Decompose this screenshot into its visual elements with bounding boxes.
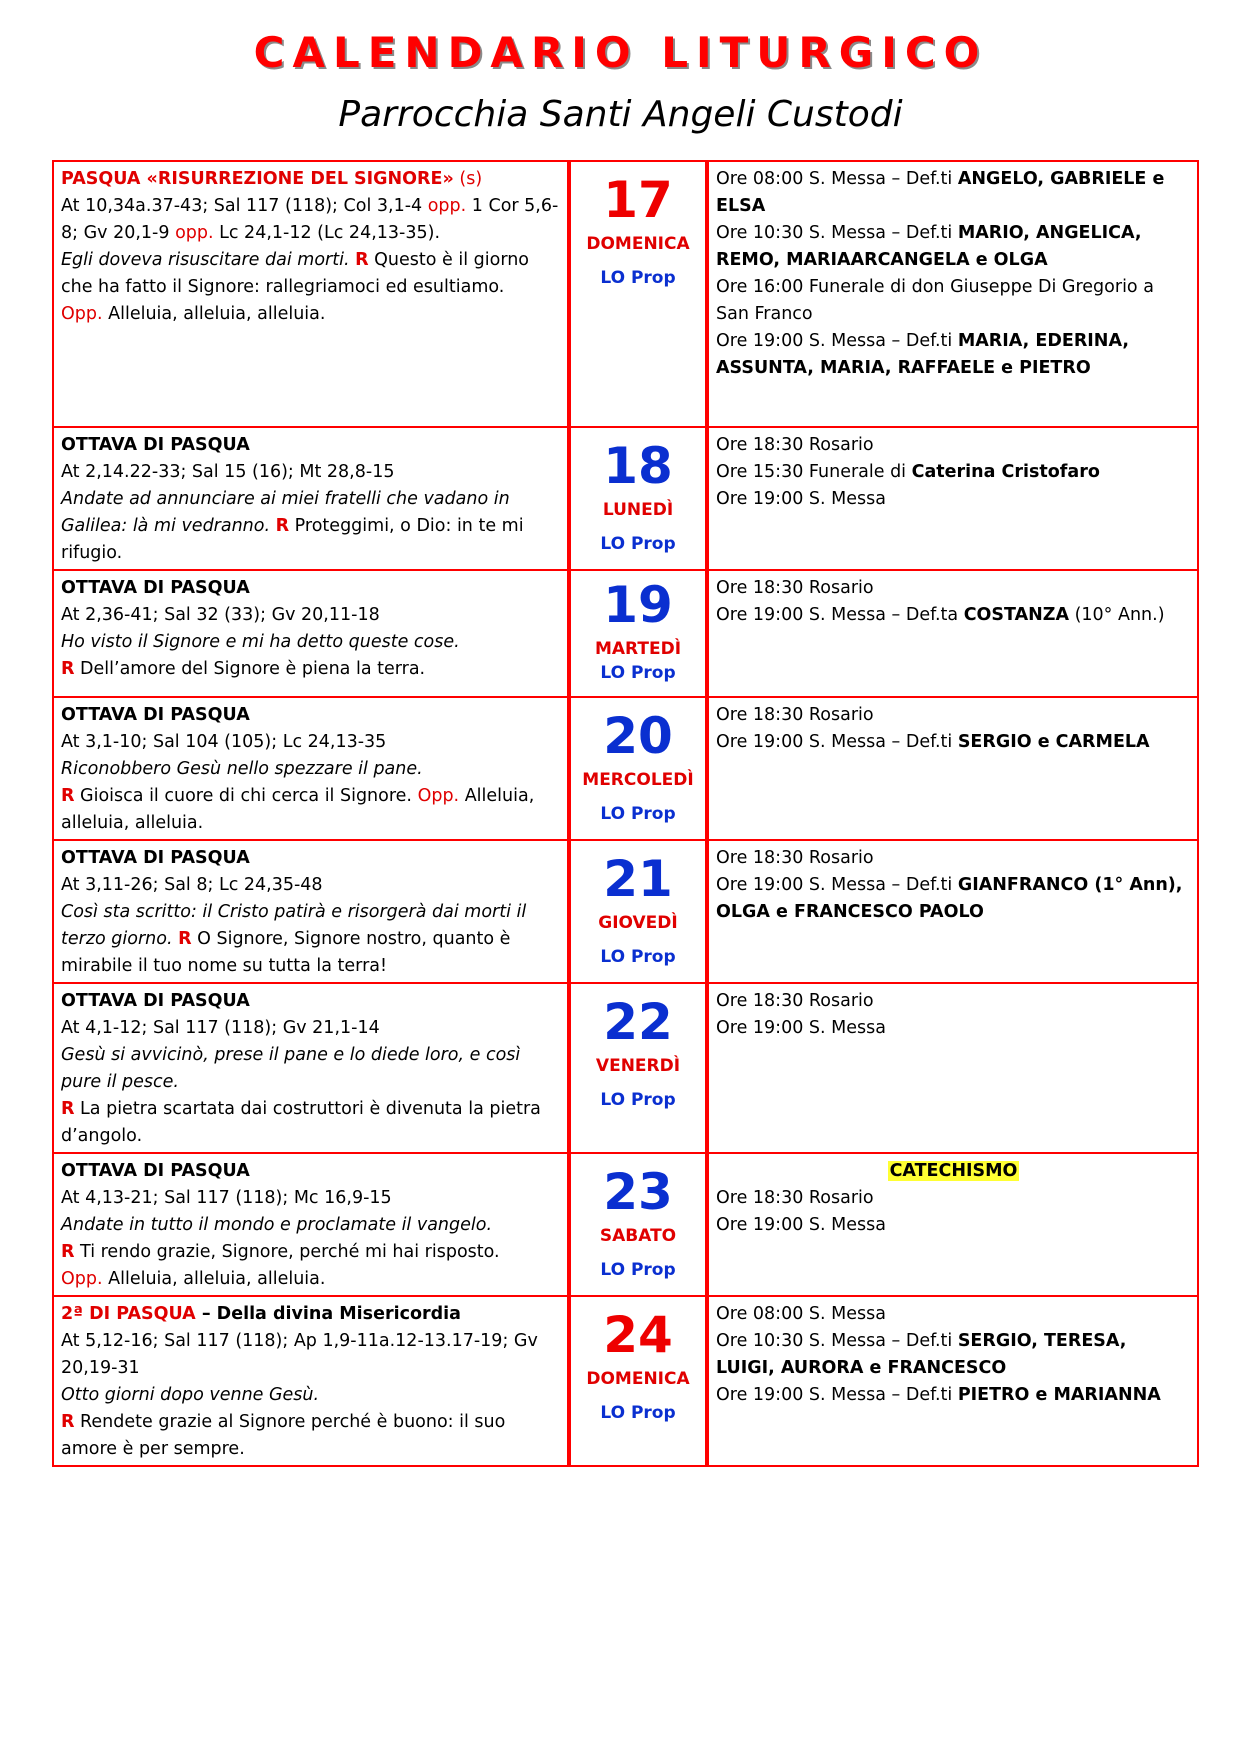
weekday: MARTEDÌ [594, 639, 682, 659]
date-cell [569, 570, 707, 697]
events-cell [707, 697, 1198, 840]
day-number: 20 [603, 707, 673, 765]
lo-label: LO Prop [600, 534, 676, 554]
readings-cell [53, 840, 569, 983]
day-heading: PASQUA «RISURREZIONE DEL SIGNORE» [61, 169, 454, 189]
events-cell [707, 1296, 1198, 1466]
table-row [53, 161, 1198, 427]
response: Rendete grazie al Signore perché è buono: il suo amore è per sempre. [61, 1412, 506, 1459]
antiphon: Egli doveva risuscitare dai morti. [61, 250, 350, 270]
readings-cell [53, 1153, 569, 1296]
antiphon: Andate ad annunciare ai miei fratelli che vadano in Galilea: là mi vedranno. [61, 489, 510, 536]
response-marker: R [61, 1099, 75, 1119]
response-marker: R [355, 250, 369, 270]
antiphon: Riconobbero Gesù nello spezzare il pane. [61, 759, 423, 779]
event-item: Ore 18:30 Rosario [716, 435, 874, 455]
lo-label: LO Prop [600, 804, 676, 824]
event-item: Ore 19:00 S. Messa – Def.ta COSTANZA (10° Ann.) [716, 605, 1165, 625]
weekday: MERCOLEDÌ [582, 770, 694, 790]
event-item: Ore 10:30 S. Messa – Def.ti SERGIO, TERESA, LUIGI, AURORA e FRANCESCO [716, 1331, 1127, 1378]
response-marker: R [61, 659, 75, 679]
day-heading: OTTAVA DI PASQUA [61, 991, 250, 1011]
event-item: Ore 18:30 Rosario [716, 848, 874, 868]
date-cell [569, 1153, 707, 1296]
rank-suffix: (s) [459, 169, 483, 189]
readings: At 10,34a.37-43; Sal 117 (118); Col 3,1-4 opp. 1 Cor 5,6-8; Gv 20,1-9 opp. Lc 24,1-12 (Lc 24,13-35). [61, 196, 559, 243]
event-item: Ore 19:00 S. Messa – Def.ti PIETRO e MARIANNA [716, 1385, 1161, 1405]
readings: At 3,1-10; Sal 104 (105); Lc 24,13-35 [61, 732, 387, 752]
event-item: Ore 18:30 Rosario [716, 705, 874, 725]
events-cell [707, 427, 1198, 570]
response: Questo è il giorno che ha fatto il Signore: rallegriamoci ed esultiamo. [61, 250, 530, 297]
day-number: 21 [603, 850, 673, 908]
date-cell [569, 1296, 707, 1466]
event-item: Ore 19:00 S. Messa [716, 1215, 886, 1235]
readings-cell [53, 697, 569, 840]
lo-label: LO Prop [600, 1403, 676, 1423]
response-marker: R [61, 786, 75, 806]
lo-label: LO Prop [600, 663, 676, 683]
weekday: SABATO [599, 1226, 677, 1246]
lo-label: LO Prop [600, 1260, 676, 1280]
lo-label: LO Prop [600, 268, 676, 288]
page-title: CALENDARIO LITURGICO [253, 28, 988, 77]
readings: At 4,1-12; Sal 117 (118); Gv 21,1-14 [61, 1018, 380, 1038]
weekday: LUNEDÌ [602, 500, 674, 520]
day-number: 24 [603, 1306, 673, 1364]
readings: At 4,13-21; Sal 117 (118); Mc 16,9-15 [61, 1188, 392, 1208]
day-heading: 2ª DI PASQUA [61, 1304, 196, 1324]
readings: At 2,14.22-33; Sal 15 (16); Mt 28,8-15 [61, 462, 395, 482]
day-heading: OTTAVA DI PASQUA [61, 435, 250, 455]
day-number: 23 [603, 1163, 673, 1221]
notice-badge: CATECHISMO [889, 1161, 1018, 1181]
readings-cell [53, 427, 569, 570]
weekday: VENERDÌ [595, 1056, 681, 1076]
day-heading-rest: – Della divina Misericordia [195, 1304, 461, 1324]
readings-cell [53, 983, 569, 1153]
weekday: DOMENICA [586, 234, 690, 254]
response: O Signore, Signore nostro, quanto è mirabile il tuo nome su tutta la terra! [61, 929, 511, 976]
table-row [53, 1153, 1198, 1296]
event-item: Ore 19:00 S. Messa [716, 489, 886, 509]
table-row [53, 697, 1198, 840]
event-item: Ore 18:30 Rosario [716, 991, 874, 1011]
readings: At 5,12-16; Sal 117 (118); Ap 1,9-11a.12-13.17-19; Gv 20,19-31 [61, 1331, 538, 1378]
date-cell [569, 161, 707, 427]
table-row [53, 983, 1198, 1153]
readings-cell [53, 161, 569, 427]
response: Gioisca il cuore di chi cerca il Signore. [74, 786, 418, 806]
day-number: 22 [603, 993, 673, 1051]
date-cell [569, 427, 707, 570]
event-item: Ore 10:30 S. Messa – Def.ti MARIO, ANGELICA, REMO, MARIAARCANGELA e OLGA [716, 223, 1142, 270]
readings-cell [53, 1296, 569, 1466]
antiphon: Otto giorni dopo venne Gesù. [61, 1385, 320, 1405]
event-item: Ore 19:00 S. Messa – Def.ti MARIA, EDERINA, ASSUNTA, MARIA, RAFFAELE e PIETRO [716, 331, 1129, 378]
event-item: Ore 19:00 S. Messa – Def.ti GIANFRANCO (1° Ann), OLGA e FRANCESCO PAOLO [716, 875, 1183, 922]
opp-label: Opp. [61, 304, 103, 324]
antiphon: Così sta scritto: il Cristo patirà e risorgerà dai morti il terzo giorno. [61, 902, 527, 949]
day-number: 18 [603, 437, 673, 495]
lo-label: LO Prop [600, 1090, 676, 1110]
day-number: 19 [603, 576, 673, 634]
readings: At 2,36-41; Sal 32 (33); Gv 20,11-18 [61, 605, 380, 625]
events-cell [707, 570, 1198, 697]
events-cell [707, 840, 1198, 983]
opp-text: Alleluia, alleluia, alleluia. [102, 304, 326, 324]
opp-text: Alleluia, alleluia, alleluia. [102, 1269, 326, 1289]
response-marker: R [61, 1412, 75, 1432]
date-cell [569, 983, 707, 1153]
readings: At 3,11-26; Sal 8; Lc 24,35-48 [61, 875, 323, 895]
event-item: Ore 08:00 S. Messa – Def.ti ANGELO, GABRIELE e ELSA [716, 169, 1165, 216]
event-item: Ore 18:30 Rosario [716, 578, 874, 598]
day-heading: OTTAVA DI PASQUA [61, 705, 250, 725]
event-item: Ore 18:30 Rosario [716, 1188, 874, 1208]
date-cell [569, 697, 707, 840]
day-number: 17 [603, 171, 673, 229]
table-row [53, 1296, 1198, 1466]
table-row [53, 840, 1198, 983]
day-heading: OTTAVA DI PASQUA [61, 578, 250, 598]
day-heading: OTTAVA DI PASQUA [61, 1161, 250, 1181]
events-cell [707, 161, 1198, 427]
day-heading: OTTAVA DI PASQUA [61, 848, 250, 868]
date-cell [569, 840, 707, 983]
weekday: GIOVEDÌ [598, 913, 678, 933]
response-marker: R [178, 929, 192, 949]
lo-label: LO Prop [600, 947, 676, 967]
opp-label: Opp. [61, 1269, 103, 1289]
event-item: Ore 08:00 S. Messa [716, 1304, 886, 1324]
opp-label: Opp. [417, 786, 460, 806]
opp-text: Alleluia, alleluia, alleluia. [61, 786, 535, 833]
event-item: Ore 16:00 Funerale di don Giuseppe Di Gregorio a San Franco [716, 277, 1154, 324]
response-marker: R [61, 1242, 75, 1262]
antiphon: Ho visto il Signore e mi ha detto queste cose. [61, 632, 460, 652]
response: Ti rendo grazie, Signore, perché mi hai risposto. [74, 1242, 500, 1262]
readings-cell [53, 570, 569, 697]
event-item: Ore 15:30 Funerale di Caterina Cristofaro [716, 462, 1100, 482]
event-item: Ore 19:00 S. Messa – Def.ti SERGIO e CARMELA [716, 732, 1150, 752]
events-cell [707, 1153, 1198, 1296]
event-item: Ore 19:00 S. Messa [716, 1018, 886, 1038]
calendar-table [52, 160, 1199, 1467]
response: Proteggimi, o Dio: in te mi rifugio. [61, 516, 524, 563]
events-cell [707, 983, 1198, 1153]
table-row [53, 570, 1198, 697]
response: Dell’amore del Signore è piena la terra. [74, 659, 426, 679]
antiphon: Andate in tutto il mondo e proclamate il vangelo. [61, 1215, 493, 1235]
response-marker: R [275, 516, 290, 536]
weekday: DOMENICA [586, 1369, 690, 1389]
table-row [53, 427, 1198, 570]
antiphon: Gesù si avvicinò, prese il pane e lo diede loro, e così pure il pesce. [61, 1045, 521, 1092]
response: La pietra scartata dai costruttori è divenuta la pietra d’angolo. [61, 1099, 541, 1146]
page-subtitle: Parrocchia Santi Angeli Custodi [338, 94, 903, 135]
